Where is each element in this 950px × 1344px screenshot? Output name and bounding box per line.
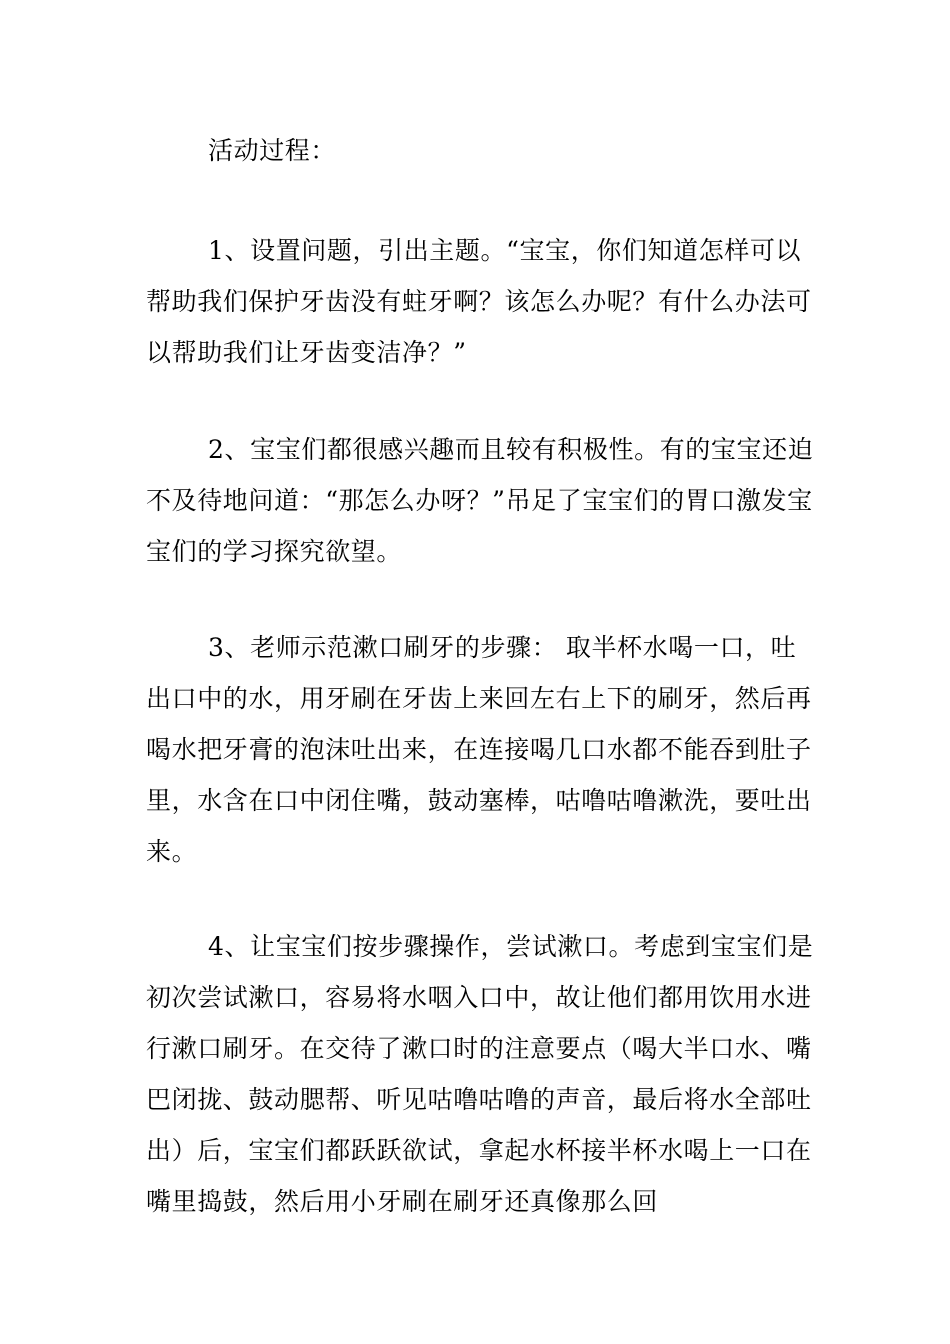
paragraph-4: 4、让宝宝们按步骤操作，尝试漱口。考虑到宝宝们是初次尝试漱口，容易将水咽入口中，故让他们都用饮用水进行漱口刷牙。在交待了漱口时的注意要点（喝大半口水、嘴巴闭拢、鼓动腮帮、听见咕噜咕噜的声音，最后将水全部吐出）后，宝宝们都跃跃欲试，拿起水杯接半杯水喝上一口在嘴里捣鼓，然后用小牙刷在刷牙还真像那么回 xyxy=(146,932,814,1216)
paragraph-1: 1、设置问题，引出主题。“宝宝，你们知道怎样可以帮助我们保护牙齿没有蛀牙啊？该怎么办呢？有什么办法可以帮助我们让牙齿变洁净？” xyxy=(146,236,812,367)
section-heading: 活动过程： xyxy=(208,136,337,165)
paragraph-3: 3、老师示范漱口刷牙的步骤： 取半杯水喝一口，吐出口中的水，用牙刷在牙齿上来回左右上下的刷牙，然后再喝水把牙膏的泡沫吐出来，在连接喝几口水都不能吞到肚子里，水含在口中闭住嘴，鼓动塞棒，咕噜咕噜漱洗，要吐出来。 xyxy=(146,633,812,866)
paragraph-2: 2、宝宝们都很感兴趣而且较有积极性。有的宝宝还迫不及待地问道：“那怎么办呀？”吊足了宝宝们的胃口激发宝宝们的学习探究欲望。 xyxy=(146,435,814,566)
